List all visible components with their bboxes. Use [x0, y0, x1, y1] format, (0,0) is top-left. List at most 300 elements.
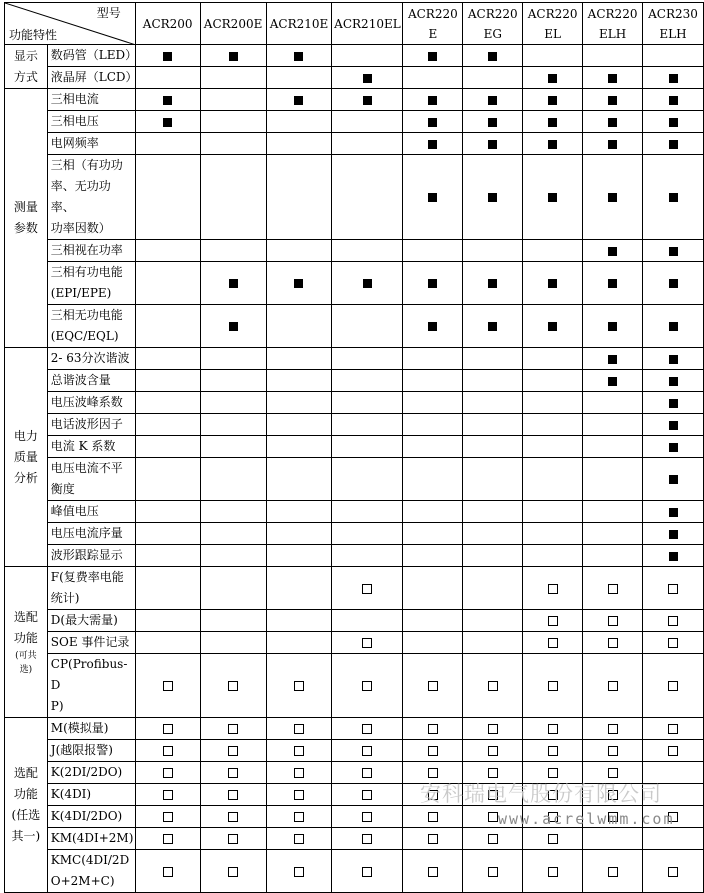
mark-cell — [523, 545, 583, 567]
mark-cell — [643, 545, 704, 567]
mark-cell — [332, 632, 403, 654]
standard-feature-icon — [669, 475, 678, 484]
standard-feature-icon — [363, 279, 372, 288]
standard-feature-icon — [608, 377, 617, 386]
category-label: 质量 — [13, 449, 38, 464]
standard-feature-icon — [428, 96, 437, 105]
mark-cell — [332, 133, 403, 155]
standard-feature-icon — [548, 96, 557, 105]
standard-feature-icon — [669, 443, 678, 452]
feature-cell — [47, 523, 135, 545]
mark-cell — [463, 718, 523, 740]
standard-feature-icon — [548, 118, 557, 127]
optional-feature-icon — [488, 812, 498, 822]
mark-cell — [463, 740, 523, 762]
mark-cell — [463, 305, 523, 348]
feature-label: 衡度 — [50, 482, 75, 496]
mark-cell — [643, 436, 704, 458]
optional-feature-icon — [163, 768, 173, 778]
standard-feature-icon — [608, 247, 617, 256]
mark-cell — [135, 67, 200, 89]
mark-cell — [463, 632, 523, 654]
optional-feature-icon — [548, 746, 558, 756]
mark-cell — [200, 632, 266, 654]
mark-cell — [200, 654, 266, 718]
mark-cell — [332, 718, 403, 740]
optional-feature-icon — [668, 616, 678, 626]
mark-cell — [200, 305, 266, 348]
mark-cell — [332, 348, 403, 370]
optional-feature-icon — [548, 638, 558, 648]
optional-feature-icon — [163, 834, 173, 844]
feature-label: SOE 事件记录 — [50, 635, 130, 649]
model-header-line: ACR230 — [648, 6, 698, 21]
standard-feature-icon — [608, 322, 617, 331]
feature-cell — [47, 545, 135, 567]
mark-cell — [643, 89, 704, 111]
optional-feature-icon — [608, 867, 618, 877]
mark-cell — [463, 370, 523, 392]
mark-cell — [523, 370, 583, 392]
mark-cell — [266, 414, 332, 436]
mark-cell — [266, 155, 332, 240]
optional-feature-icon — [608, 746, 618, 756]
mark-cell — [643, 240, 704, 262]
optional-feature-icon — [488, 834, 498, 844]
feature-label: 电压电流不平 — [50, 461, 123, 475]
header-row — [5, 3, 704, 45]
optional-feature-icon — [294, 746, 304, 756]
standard-feature-icon — [294, 96, 303, 105]
mark-cell — [463, 240, 523, 262]
mark-cell — [266, 89, 332, 111]
mark-cell — [135, 89, 200, 111]
mark-cell — [266, 850, 332, 893]
mark-cell — [583, 654, 643, 718]
mark-cell — [266, 501, 332, 523]
mark-cell — [266, 111, 332, 133]
model-header-line: ACR200 — [142, 16, 193, 31]
table-row — [5, 654, 704, 718]
model-header-line: ACR220 — [527, 6, 578, 21]
model-header — [523, 3, 583, 45]
feature-label: 峰值电压 — [50, 504, 99, 518]
feature-cell — [47, 111, 135, 133]
standard-feature-icon — [548, 322, 557, 331]
mark-cell — [200, 67, 266, 89]
mark-cell — [200, 133, 266, 155]
standard-feature-icon — [669, 552, 678, 561]
standard-feature-icon — [488, 96, 497, 105]
mark-cell — [403, 262, 463, 305]
table-row — [5, 305, 704, 348]
feature-cell — [47, 784, 135, 806]
table-row — [5, 67, 704, 89]
spec-table — [4, 2, 704, 893]
model-header — [332, 3, 403, 45]
category-cell — [5, 348, 48, 567]
mark-cell — [523, 501, 583, 523]
category-note: 选) — [19, 665, 33, 675]
standard-feature-icon — [488, 140, 497, 149]
mark-cell — [583, 133, 643, 155]
mark-cell — [403, 632, 463, 654]
mark-cell — [583, 545, 643, 567]
mark-cell — [135, 850, 200, 893]
mark-cell — [266, 370, 332, 392]
mark-cell — [463, 45, 523, 67]
mark-cell — [403, 740, 463, 762]
mark-cell — [332, 45, 403, 67]
model-header-line: E — [428, 26, 438, 41]
mark-cell — [643, 501, 704, 523]
mark-cell — [266, 133, 332, 155]
mark-cell — [523, 740, 583, 762]
optional-feature-icon — [608, 724, 618, 734]
corner-feature-label: 功能特性 — [9, 28, 58, 42]
standard-feature-icon — [428, 193, 437, 202]
mark-cell — [266, 458, 332, 501]
optional-feature-icon — [294, 867, 304, 877]
mark-cell — [583, 850, 643, 893]
mark-cell — [403, 305, 463, 348]
standard-feature-icon — [669, 355, 678, 364]
mark-cell — [523, 414, 583, 436]
standard-feature-icon — [488, 279, 497, 288]
optional-feature-icon — [228, 768, 238, 778]
model-header-line: EG — [483, 26, 502, 41]
optional-feature-icon — [294, 681, 304, 691]
mark-cell — [266, 262, 332, 305]
mark-cell — [463, 523, 523, 545]
optional-feature-icon — [428, 746, 438, 756]
mark-cell — [135, 762, 200, 784]
standard-feature-icon — [488, 118, 497, 127]
mark-cell — [200, 523, 266, 545]
optional-feature-icon — [668, 638, 678, 648]
feature-cell — [47, 414, 135, 436]
optional-feature-icon — [668, 867, 678, 877]
mark-cell — [332, 523, 403, 545]
optional-feature-icon — [163, 724, 173, 734]
mark-cell — [523, 305, 583, 348]
feature-cell — [47, 610, 135, 632]
mark-cell — [463, 501, 523, 523]
feature-label: P) — [50, 699, 64, 713]
optional-feature-icon — [294, 834, 304, 844]
optional-feature-icon — [228, 867, 238, 877]
mark-cell — [583, 89, 643, 111]
mark-cell — [135, 436, 200, 458]
feature-cell — [47, 392, 135, 414]
model-header — [463, 3, 523, 45]
mark-cell — [643, 610, 704, 632]
standard-feature-icon — [428, 322, 437, 331]
feature-label: 三相电压 — [50, 114, 99, 128]
standard-feature-icon — [548, 140, 557, 149]
feature-label: D(最大需量) — [50, 613, 118, 627]
optional-feature-icon — [362, 812, 372, 822]
optional-feature-icon — [428, 768, 438, 778]
optional-feature-icon — [228, 834, 238, 844]
optional-feature-icon — [228, 746, 238, 756]
optional-feature-icon — [362, 724, 372, 734]
mark-cell — [135, 348, 200, 370]
feature-cell — [47, 436, 135, 458]
mark-cell — [266, 67, 332, 89]
table-row — [5, 610, 704, 632]
table-row — [5, 348, 704, 370]
optional-feature-icon — [668, 681, 678, 691]
mark-cell — [332, 305, 403, 348]
mark-cell — [403, 458, 463, 501]
table-row — [5, 392, 704, 414]
mark-cell — [643, 654, 704, 718]
optional-feature-icon — [428, 812, 438, 822]
mark-cell — [266, 567, 332, 610]
model-header-line: EL — [544, 26, 562, 41]
corner-cell — [5, 3, 136, 45]
standard-feature-icon — [163, 118, 172, 127]
mark-cell — [266, 828, 332, 850]
optional-feature-icon — [294, 812, 304, 822]
optional-feature-icon — [548, 584, 558, 594]
category-label: 分析 — [13, 470, 38, 485]
mark-cell — [135, 501, 200, 523]
mark-cell — [403, 828, 463, 850]
mark-cell — [463, 610, 523, 632]
feature-cell — [47, 155, 135, 240]
standard-feature-icon — [294, 279, 303, 288]
mark-cell — [523, 155, 583, 240]
mark-cell — [403, 610, 463, 632]
optional-feature-icon — [608, 638, 618, 648]
mark-cell — [583, 501, 643, 523]
standard-feature-icon — [488, 52, 497, 61]
feature-cell — [47, 240, 135, 262]
standard-feature-icon — [669, 279, 678, 288]
feature-cell — [47, 458, 135, 501]
standard-feature-icon — [363, 96, 372, 105]
mark-cell — [463, 111, 523, 133]
mark-cell — [403, 89, 463, 111]
watermark-company: 安科瑞电气股份有限公司 — [420, 782, 662, 806]
mark-cell — [463, 458, 523, 501]
mark-cell — [403, 392, 463, 414]
mark-cell — [266, 240, 332, 262]
mark-cell — [463, 567, 523, 610]
mark-cell — [135, 370, 200, 392]
optional-feature-icon — [362, 768, 372, 778]
mark-cell — [463, 348, 523, 370]
mark-cell — [643, 67, 704, 89]
standard-feature-icon — [608, 279, 617, 288]
category-cell — [5, 89, 48, 348]
mark-cell — [583, 370, 643, 392]
mark-cell — [523, 436, 583, 458]
mark-cell — [266, 392, 332, 414]
feature-label: 电压波峰系数 — [50, 395, 123, 409]
standard-feature-icon — [669, 247, 678, 256]
category-cell — [5, 45, 48, 89]
mark-cell — [643, 111, 704, 133]
standard-feature-icon — [669, 399, 678, 408]
feature-cell — [47, 262, 135, 305]
mark-cell — [266, 545, 332, 567]
category-cell — [5, 718, 48, 893]
feature-label: 三相视在功率 — [50, 243, 123, 257]
mark-cell — [332, 436, 403, 458]
mark-cell — [135, 545, 200, 567]
standard-feature-icon — [488, 193, 497, 202]
optional-feature-icon — [548, 616, 558, 626]
mark-cell — [403, 45, 463, 67]
mark-cell — [266, 523, 332, 545]
mark-cell — [266, 610, 332, 632]
mark-cell — [266, 762, 332, 784]
optional-feature-icon — [668, 724, 678, 734]
optional-feature-icon — [228, 812, 238, 822]
mark-cell — [523, 240, 583, 262]
mark-cell — [403, 67, 463, 89]
mark-cell — [332, 414, 403, 436]
table-row — [5, 458, 704, 501]
feature-cell — [47, 501, 135, 523]
mark-cell — [523, 89, 583, 111]
optional-feature-icon — [362, 638, 372, 648]
feature-cell — [47, 348, 135, 370]
feature-label: 功率因数） — [50, 221, 111, 235]
model-header — [583, 3, 643, 45]
mark-cell — [643, 523, 704, 545]
mark-cell — [643, 392, 704, 414]
mark-cell — [200, 240, 266, 262]
mark-cell — [200, 458, 266, 501]
mark-cell — [523, 654, 583, 718]
mark-cell — [463, 414, 523, 436]
mark-cell — [523, 45, 583, 67]
mark-cell — [332, 828, 403, 850]
mark-cell — [583, 740, 643, 762]
optional-feature-icon — [294, 790, 304, 800]
mark-cell — [403, 718, 463, 740]
mark-cell — [200, 828, 266, 850]
optional-feature-icon — [488, 681, 498, 691]
model-header-line: ELH — [659, 26, 687, 41]
table-row — [5, 414, 704, 436]
standard-feature-icon — [548, 279, 557, 288]
mark-cell — [583, 67, 643, 89]
mark-cell — [266, 654, 332, 718]
mark-cell — [463, 436, 523, 458]
model-header — [643, 3, 704, 45]
mark-cell — [135, 458, 200, 501]
feature-cell — [47, 850, 135, 893]
standard-feature-icon — [608, 140, 617, 149]
mark-cell — [332, 567, 403, 610]
mark-cell — [643, 155, 704, 240]
standard-feature-icon — [669, 322, 678, 331]
optional-feature-icon — [488, 867, 498, 877]
feature-label: KM(4DI+2M) — [50, 831, 134, 845]
model-header — [403, 3, 463, 45]
mark-cell — [135, 240, 200, 262]
feature-label: 总谐波含量 — [50, 373, 111, 387]
mark-cell — [523, 111, 583, 133]
feature-label: F(复费率电能 — [50, 570, 124, 584]
feature-cell — [47, 828, 135, 850]
standard-feature-icon — [669, 140, 678, 149]
mark-cell — [403, 240, 463, 262]
feature-label: 2- 63分次谐波 — [50, 351, 130, 365]
mark-cell — [332, 89, 403, 111]
mark-cell — [523, 632, 583, 654]
standard-feature-icon — [608, 96, 617, 105]
table-row — [5, 155, 704, 240]
category-label: 方式 — [13, 69, 38, 84]
table-row — [5, 45, 704, 67]
model-header-line: ELH — [598, 26, 627, 41]
category-label: (任选 — [11, 808, 41, 822]
standard-feature-icon — [669, 118, 678, 127]
mark-cell — [200, 436, 266, 458]
mark-cell — [332, 262, 403, 305]
optional-feature-icon — [608, 681, 618, 691]
table-row — [5, 632, 704, 654]
mark-cell — [643, 740, 704, 762]
mark-cell — [403, 654, 463, 718]
optional-feature-icon — [668, 746, 678, 756]
table-row — [5, 718, 704, 740]
model-header-line: ACR220 — [467, 6, 518, 21]
mark-cell — [332, 740, 403, 762]
mark-cell — [643, 567, 704, 610]
mark-cell — [200, 111, 266, 133]
feature-label: (EQC/EQL) — [50, 329, 119, 343]
mark-cell — [403, 806, 463, 828]
mark-cell — [643, 305, 704, 348]
mark-cell — [200, 89, 266, 111]
mark-cell — [403, 850, 463, 893]
mark-cell — [403, 111, 463, 133]
mark-cell — [643, 632, 704, 654]
mark-cell — [583, 392, 643, 414]
mark-cell — [463, 654, 523, 718]
mark-cell — [200, 45, 266, 67]
optional-feature-icon — [163, 812, 173, 822]
table-row — [5, 240, 704, 262]
mark-cell — [266, 806, 332, 828]
feature-cell — [47, 762, 135, 784]
feature-label: (EPI/EPE) — [50, 286, 112, 300]
mark-cell — [463, 133, 523, 155]
mark-cell — [135, 632, 200, 654]
mark-cell — [135, 567, 200, 610]
mark-cell — [332, 784, 403, 806]
feature-label: 电流 K 系数 — [50, 439, 116, 453]
feature-label: CP(Profibus-D — [50, 657, 128, 692]
mark-cell — [200, 806, 266, 828]
category-label: 其一) — [11, 829, 41, 843]
optional-feature-icon — [608, 584, 618, 594]
mark-cell — [332, 67, 403, 89]
mark-cell — [403, 501, 463, 523]
feature-label: K(2DI/2DO) — [50, 765, 123, 779]
category-label: 选配 — [13, 766, 38, 780]
mark-cell — [135, 45, 200, 67]
mark-cell — [266, 348, 332, 370]
standard-feature-icon — [548, 74, 557, 83]
